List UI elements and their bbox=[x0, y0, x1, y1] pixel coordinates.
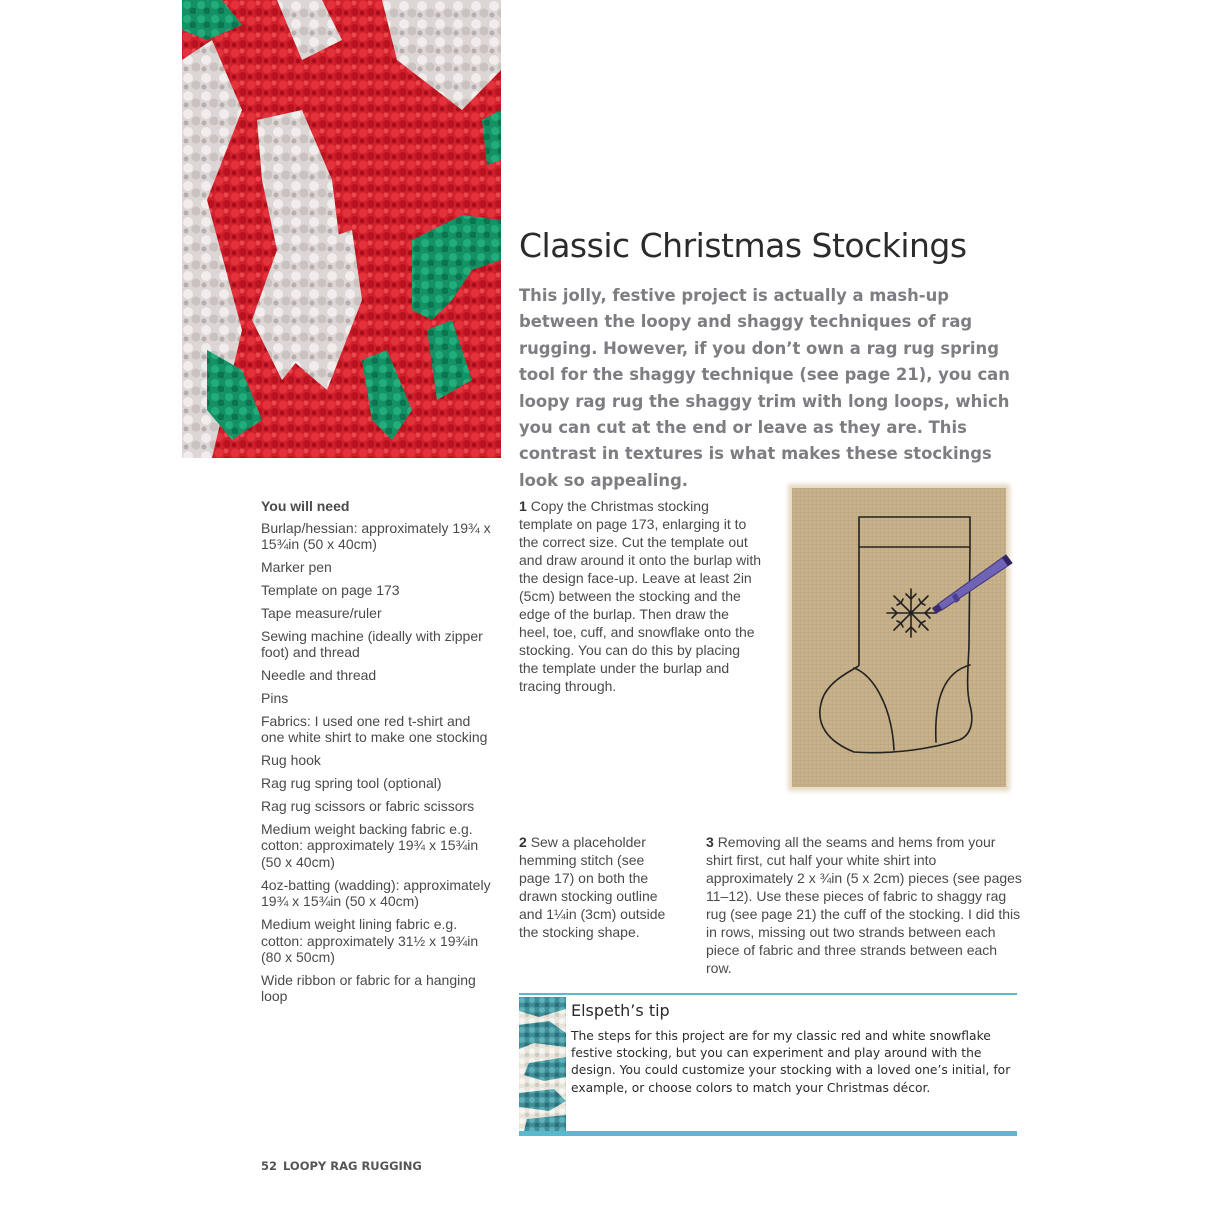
step-text: Removing all the seams and hems from your shirt first, cut half your white shirt into approximately 2 x ¾in (5 x 2cm) pieces (see pages 11–12). Use these pieces of fabric to shaggy rag rug (see page 21) the cuff of the stocking. I did this in rows, missing out two strands between each piece of fabric and three strands between each row. bbox=[706, 834, 1022, 976]
materials-item: Medium weight backing fabric e.g. cotton: approximately 19¾ x 15¾in (50 x 40cm) bbox=[261, 820, 479, 870]
tip-title: Elspeth’s tip bbox=[571, 1001, 670, 1020]
tip-rug-photo bbox=[519, 997, 566, 1131]
materials-item: 4oz-batting (wadding): approximately 19¾ x 15¾in (50 x 40cm) bbox=[261, 876, 491, 910]
stocking-template-illustration bbox=[784, 480, 1014, 795]
materials-item: Medium weight lining fabric e.g. cotton: approximately 31½ x 19¾in (80 x 50cm) bbox=[261, 916, 479, 966]
page-number: 52 bbox=[261, 1159, 278, 1173]
materials-item: Template on page 173 bbox=[261, 581, 400, 598]
materials-list bbox=[261, 498, 493, 1011]
materials-item: Burlap/hessian: approximately 19¾ x 15¾in (50 x 40cm) bbox=[261, 519, 491, 552]
step-2 bbox=[519, 833, 679, 941]
step-number: 3 bbox=[706, 834, 714, 850]
materials-item: Rug hook bbox=[261, 752, 321, 769]
materials-item: Rag rug spring tool (optional) bbox=[261, 775, 442, 792]
materials-heading: You will need bbox=[261, 498, 350, 514]
materials-item: Tape measure/ruler bbox=[261, 604, 382, 621]
page-title: Classic Christmas Stockings bbox=[519, 226, 967, 265]
tip-box bbox=[519, 993, 1017, 1136]
intro-paragraph: This jolly, festive project is actually a mash-up between the loopy and shaggy techniques of rag rugging. However, if you don’t own a rag rug spring tool for the shaggy technique (see page 21), you can loopy rag rug the shaggy trim with long loops, which you can cut at the end or leave as they are. This contrast in textures is what makes these stockings look so appealing. bbox=[519, 286, 1010, 490]
materials-item: Needle and thread bbox=[261, 666, 377, 683]
step-number: 1 bbox=[519, 498, 527, 514]
page-footer bbox=[261, 1159, 422, 1173]
tip-body: The steps for this project are for my classic red and white snowflake festive stocking, but you can experiment and play around with the design. You could customize your stocking with a loved one’s initial, for example, or choose colors to match your Christmas décor. bbox=[571, 1029, 1011, 1095]
materials-item: Wide ribbon or fabric for a hanging loop bbox=[261, 971, 476, 1005]
materials-item: Sewing machine (ideally with zipper foot) and thread bbox=[261, 627, 483, 661]
step-number: 2 bbox=[519, 834, 527, 850]
materials-item: Rag rug scissors or fabric scissors bbox=[261, 797, 475, 814]
section-name: LOOPY RAG RUGGING bbox=[283, 1159, 422, 1173]
materials-item: Marker pen bbox=[261, 558, 332, 575]
rag-rug-photo bbox=[182, 0, 501, 458]
materials-item: Pins bbox=[261, 689, 289, 706]
step-text: Sew a placeholder hemming stitch (see page 17) on both the drawn stocking outline and 1¼in (3cm) outside the stocking shape. bbox=[519, 834, 666, 940]
step-3 bbox=[706, 833, 1024, 977]
step-1 bbox=[519, 497, 763, 695]
step-text: Copy the Christmas stocking template on page 173, enlarging it to the correct size. Cut the template out and draw around it onto the burlap with the design face-up. Leave at least 2in (5cm) between the stocking and the edge of the burlap. Then draw the heel, toe, cuff, and snowflake onto the stocking. You can do this by placing the template under the burlap and tracing through. bbox=[519, 498, 762, 694]
materials-item: Fabrics: I used one red t-shirt and one white shirt to make one stocking bbox=[261, 712, 488, 746]
